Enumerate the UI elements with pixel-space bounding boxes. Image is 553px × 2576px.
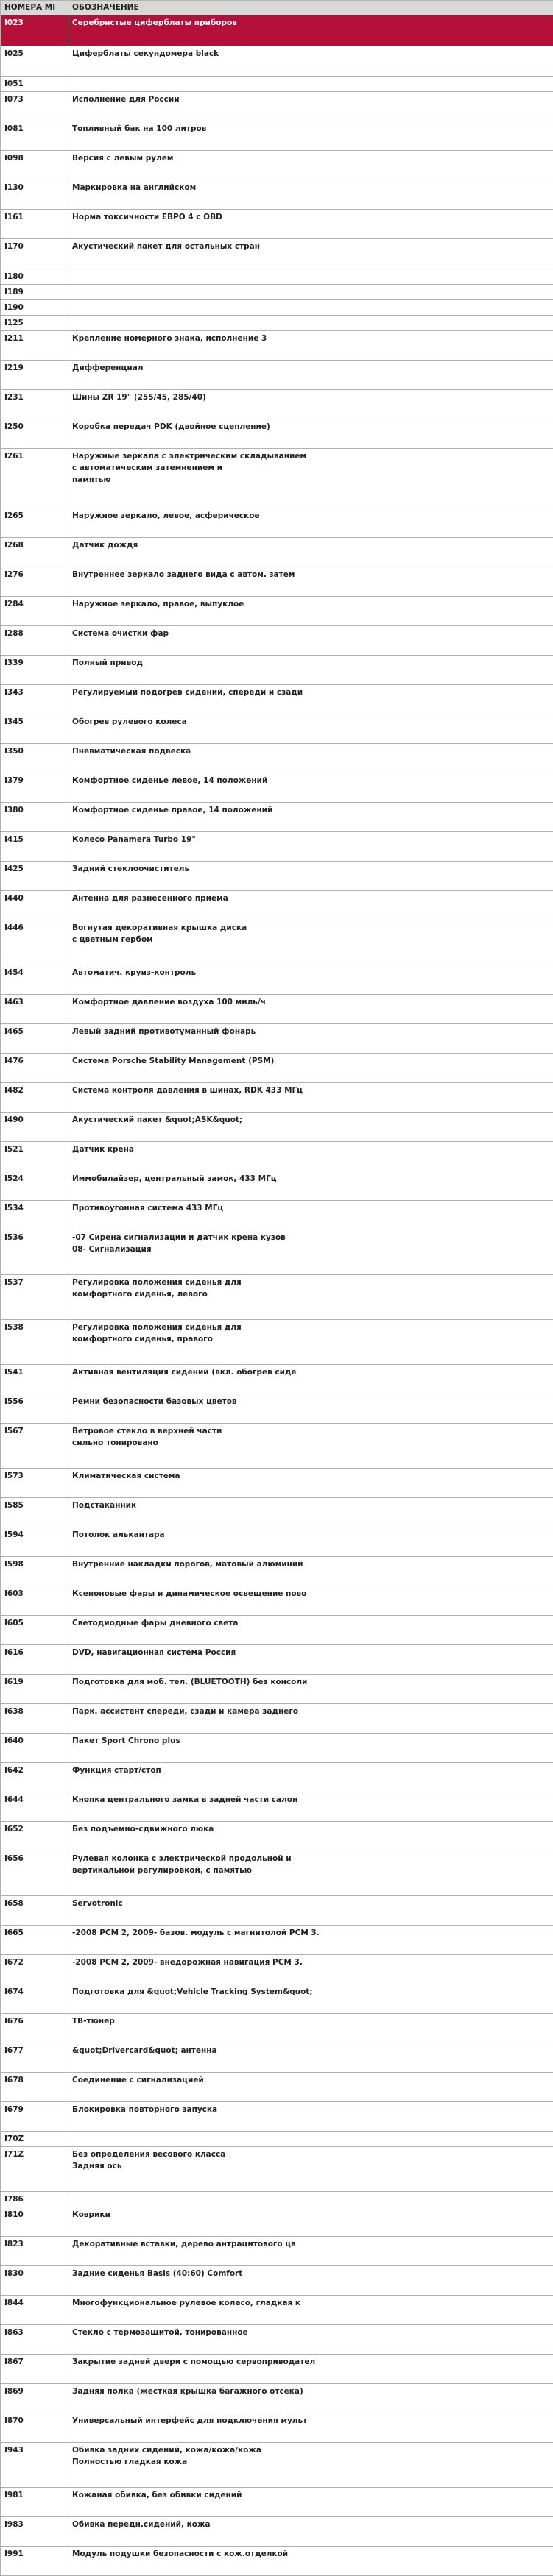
column-header-description: ОБОЗНАЧЕНИЕ [68,1,553,15]
option-description-cell: Подстаканник [68,1498,553,1527]
option-description-cell: Комфортное давление воздуха 100 миль/ч [68,995,553,1024]
option-code-cell: I640 [1,1734,68,1763]
table-row [1,995,553,1024]
option-description-cell: Без определения весового класса Задняя ось [68,2147,553,2192]
option-code-cell: I490 [1,1113,68,1142]
option-description-cell [68,2132,553,2147]
option-code-cell: I598 [1,1557,68,1586]
option-description-cell [68,316,553,331]
option-description-cell: Светодиодные фары дневного света [68,1616,553,1645]
table-row [1,2014,553,2043]
option-description-cell: Пакет Sport Chrono plus [68,1734,553,1763]
option-description-cell: Универсальный интерфейс для подключения мульт [68,2413,553,2443]
table-row [1,449,553,508]
table-row [1,685,553,714]
table-row [1,2413,553,2443]
table-row [1,300,553,316]
table-row [1,390,553,419]
option-description-cell: Регулировка положения сиденья для комфортного сиденья, правого [68,1320,553,1365]
table-row [1,920,553,965]
table-row [1,1142,553,1171]
option-code-cell: I642 [1,1763,68,1792]
table-row [1,2102,553,2132]
option-description-cell: Servotronic [68,1896,553,1926]
option-description-cell: Внутреннее зеркало заднего вида с автом. затем [68,567,553,597]
option-code-cell: I870 [1,2413,68,2443]
table-row [1,1586,553,1616]
option-code-cell: I482 [1,1083,68,1113]
option-code-cell: I638 [1,1704,68,1734]
option-code-cell: I380 [1,803,68,832]
option-code-cell: I343 [1,685,68,714]
table-row [1,419,553,449]
table-row [1,331,553,361]
option-code-cell: I276 [1,567,68,597]
table-row [1,656,553,685]
option-description-cell: Обогрев рулевого колеса [68,714,553,744]
table-row [1,1365,553,1394]
table-row [1,1320,553,1365]
table-row [1,2237,553,2266]
option-code-cell: I619 [1,1675,68,1704]
option-description-cell: Маркировка на английском [68,180,553,210]
table-row [1,773,553,803]
option-code-cell: I71Z [1,2147,68,2192]
option-description-cell: Крепление номерного знака, исполнение 3 [68,331,553,361]
table-row [1,1984,553,2014]
table-row [1,1792,553,1822]
option-code-cell: I652 [1,1822,68,1851]
option-description-cell [68,269,553,285]
option-description-cell: Регулировка положения сиденья для комфортного сиденья, левого [68,1275,553,1320]
option-description-cell: Комфортное сиденье правое, 14 положений [68,803,553,832]
option-code-cell: I465 [1,1024,68,1054]
table-row [1,1763,553,1792]
table-row [1,285,553,300]
option-code-cell: I161 [1,210,68,239]
table-row [1,2355,553,2384]
table-row [1,46,553,77]
table-row [1,1171,553,1201]
option-code-cell: I211 [1,331,68,361]
table-row [1,1675,553,1704]
table-row [1,92,553,121]
option-code-cell: I658 [1,1896,68,1926]
option-description-cell: Парк. ассистент спереди, сзади и камера заднего [68,1704,553,1734]
option-code-cell: I339 [1,656,68,685]
option-description-cell: Задний стеклоочиститель [68,862,553,891]
option-description-cell: Функция старт/стоп [68,1763,553,1792]
option-description-cell: Кнопка центрального замка в задней части салон [68,1792,553,1822]
option-code-cell: I180 [1,269,68,285]
option-code-cell: I098 [1,151,68,180]
option-description-cell: Датчик крена [68,1142,553,1171]
option-description-cell: -2008 PCM 2, 2009- внедорожная навигация PCM 3. [68,1955,553,1984]
option-description-cell: Норма токсичности ЕВРО 4 с OBD [68,210,553,239]
table-row [1,1645,553,1675]
table-row [1,567,553,597]
option-description-cell: Наружные зеркала с электрическим складыванием с автоматическим затемнением и памятью [68,449,553,508]
table-row [1,2147,553,2192]
option-code-cell: I644 [1,1792,68,1822]
table-row [1,1955,553,1984]
option-description-cell: Серебристые циферблаты приборов [68,15,553,46]
option-code-cell: I170 [1,239,68,269]
table-row [1,1201,553,1230]
option-description-cell: Подготовка для моб. тел. (BLUETOOTH) без консоли [68,1675,553,1704]
option-code-cell: I125 [1,316,68,331]
table-row [1,862,553,891]
table-row [1,2325,553,2355]
option-code-cell: I073 [1,92,68,121]
option-code-cell: I541 [1,1365,68,1394]
option-description-cell: Система очистки фар [68,626,553,656]
option-code-cell: I605 [1,1616,68,1645]
option-code-cell: I284 [1,597,68,626]
option-code-cell: I219 [1,361,68,390]
option-code-cell: I350 [1,744,68,773]
option-code-cell: I677 [1,2043,68,2073]
table-header-row [1,1,553,15]
option-description-cell: Стекло с термозащитой, тонированное [68,2325,553,2355]
option-code-cell: I189 [1,285,68,300]
option-description-cell: Дифференциал [68,361,553,390]
option-description-cell: Ветровое стекло в верхней части сильно тонировано [68,1424,553,1469]
table-row [1,15,553,46]
option-code-cell: I524 [1,1171,68,1201]
table-row [1,2043,553,2073]
option-description-cell: Система Porsche Stability Management (PSM) [68,1054,553,1083]
option-description-cell: Без подъемно-сдвижного люка [68,1822,553,1851]
table-row [1,2207,553,2237]
table-row [1,2384,553,2413]
option-code-cell: I537 [1,1275,68,1320]
option-description-cell [68,77,553,92]
option-description-cell: Потолок алькантара [68,1527,553,1557]
option-code-cell: I440 [1,891,68,920]
table-row [1,121,553,151]
option-description-cell: Коврики [68,2207,553,2237]
option-description-cell: Внутренние накладки порогов, матовый алюминий [68,1557,553,1586]
option-description-cell: Исполнение для России [68,92,553,121]
table-row [1,803,553,832]
option-code-cell: I678 [1,2073,68,2102]
option-description-cell: Датчик дождя [68,538,553,567]
table-row [1,210,553,239]
option-description-cell: Активная вентиляция сидений (вкл. обогрев сиде [68,1365,553,1394]
option-code-cell: I536 [1,1230,68,1275]
option-description-cell: Комфортное сиденье левое, 14 положений [68,773,553,803]
option-code-cell: I830 [1,2266,68,2296]
option-code-cell: I665 [1,1926,68,1955]
table-row [1,1230,553,1275]
option-code-cell: I656 [1,1851,68,1896]
option-code-cell: I521 [1,1142,68,1171]
table-row [1,1926,553,1955]
option-code-cell: I415 [1,832,68,862]
table-row [1,1083,553,1113]
option-description-cell: Модуль подушки безопасности с кож.отделкой [68,2547,553,2576]
table-row [1,832,553,862]
option-description-cell: Пневматическая подвеска [68,744,553,773]
option-code-cell: I679 [1,2102,68,2132]
table-row [1,744,553,773]
table-row [1,508,553,538]
option-description-cell: Автоматич. круиз-контроль [68,965,553,995]
option-description-cell: Коробка передач PDK (двойное сцепление) [68,419,553,449]
option-description-cell: Закрытие задней двери с помощью сервоприводател [68,2355,553,2384]
option-code-cell: I616 [1,1645,68,1675]
option-code-cell: I844 [1,2296,68,2325]
option-description-cell: Иммобилайзер, центральный замок, 433 МГц [68,1171,553,1201]
table-row [1,269,553,285]
table-row [1,1024,553,1054]
table-row [1,180,553,210]
option-code-cell: I70Z [1,2132,68,2147]
table-row [1,2132,553,2147]
option-code-cell: I051 [1,77,68,92]
table-row [1,77,553,92]
option-description-cell: Блокировка повторного запуска [68,2102,553,2132]
option-description-cell [68,2192,553,2207]
option-description-cell: Ксеноновые фары и динамическое освещение пово [68,1586,553,1616]
option-description-cell: &quot;Drivercard&quot; антенна [68,2043,553,2073]
table-row [1,1054,553,1083]
table-row [1,597,553,626]
option-code-cell: I250 [1,419,68,449]
table-row [1,1616,553,1645]
option-code-cell: I345 [1,714,68,744]
option-description-cell: Антенна для разнесенного приема [68,891,553,920]
option-description-cell: Наружное зеркало, левое, асферическое [68,508,553,538]
table-row [1,2073,553,2102]
option-code-cell: I425 [1,862,68,891]
table-row [1,1394,553,1424]
option-code-cell: I981 [1,2488,68,2517]
option-code-cell: I823 [1,2237,68,2266]
option-description-cell: Наружное зеркало, правое, выпуклое [68,597,553,626]
option-description-cell: Задние сиденья Basis (40:60) Comfort [68,2266,553,2296]
option-description-cell: Полный привод [68,656,553,685]
option-code-cell: I869 [1,2384,68,2413]
table-row [1,2443,553,2488]
option-code-cell: I081 [1,121,68,151]
option-description-cell: Колесо Panamera Turbo 19" [68,832,553,862]
table-row [1,239,553,269]
table-row [1,1424,553,1469]
option-description-cell: Противоугонная система 433 МГц [68,1201,553,1230]
option-description-cell: Обивка задних сидений, кожа/кожа/кожа Полностью гладкая кожа [68,2443,553,2488]
option-code-cell: I863 [1,2325,68,2355]
option-description-cell: Многофункциональное рулевое колесо, гладкая к [68,2296,553,2325]
option-code-cell: I991 [1,2547,68,2576]
option-description-cell: DVD, навигационная система Россия [68,1645,553,1675]
option-description-cell: Соединение с сигнализацией [68,2073,553,2102]
table-row [1,361,553,390]
table-row [1,1734,553,1763]
option-description-cell: Климатическая система [68,1469,553,1498]
table-row [1,2266,553,2296]
option-code-cell: I786 [1,2192,68,2207]
option-description-cell: Ремни безопасности базовых цветов [68,1394,553,1424]
table-row [1,965,553,995]
option-code-cell: I983 [1,2517,68,2547]
option-code-cell: I534 [1,1201,68,1230]
option-code-cell: I379 [1,773,68,803]
table-row [1,538,553,567]
option-description-cell: Задняя полка (жесткая крышка багажного отсека) [68,2384,553,2413]
option-code-cell: I567 [1,1424,68,1469]
option-description-cell: -2008 PCM 2, 2009- базов. модуль с магнитолой PCM 3. [68,1926,553,1955]
option-code-cell: I476 [1,1054,68,1083]
table-row [1,1527,553,1557]
table-row [1,714,553,744]
option-description-cell: Шины ZR 19" (255/45, 285/40) [68,390,553,419]
option-code-cell: I867 [1,2355,68,2384]
table-row [1,151,553,180]
option-description-cell: Топливный бак на 100 литров [68,121,553,151]
table-row [1,1469,553,1498]
option-code-cell: I268 [1,538,68,567]
option-code-cell: I676 [1,2014,68,2043]
option-description-cell: Регулируемый подогрев сидений, спереди и сзади [68,685,553,714]
option-description-cell: Акустический пакет для остальных стран [68,239,553,269]
option-code-cell: I025 [1,46,68,77]
option-description-cell [68,300,553,316]
option-code-cell: I585 [1,1498,68,1527]
option-description-cell: ТВ-тюнер [68,2014,553,2043]
option-code-cell: I190 [1,300,68,316]
option-description-cell: Система контроля давления в шинах, RDK 433 МГц [68,1083,553,1113]
option-description-cell [68,285,553,300]
table-row [1,891,553,920]
option-code-cell: I538 [1,1320,68,1365]
option-description-cell: Обивка передн.сидений, кожа [68,2517,553,2547]
table-row [1,1113,553,1142]
table-row [1,1557,553,1586]
table-row [1,1498,553,1527]
option-description-cell: Циферблаты секундомера black [68,46,553,77]
table-row [1,2488,553,2517]
option-code-cell: I603 [1,1586,68,1616]
option-code-cell: I446 [1,920,68,965]
option-code-cell: I463 [1,995,68,1024]
table-row [1,2192,553,2207]
option-code-cell: I023 [1,15,68,46]
option-description-cell: Акустический пакет &quot;ASK&quot; [68,1113,553,1142]
option-code-cell: I265 [1,508,68,538]
option-description-cell: Вогнутая декоративная крышка диска с цветным гербом [68,920,553,965]
table-row [1,2547,553,2576]
option-code-cell: I261 [1,449,68,508]
table-body [1,15,553,2576]
option-code-cell: I674 [1,1984,68,2014]
option-code-cell: I288 [1,626,68,656]
option-code-cell: I594 [1,1527,68,1557]
option-description-cell: Рулевая колонка с электрической продольной и вертикальной регулировкой, с памятью [68,1851,553,1896]
option-description-cell: Версия с левым рулем [68,151,553,180]
option-code-cell: I672 [1,1955,68,1984]
table-row [1,1896,553,1926]
table-row [1,2296,553,2325]
option-code-cell: I810 [1,2207,68,2237]
table-row [1,1851,553,1896]
column-header-code: НОМЕРА МІ [1,1,68,15]
option-code-cell: I573 [1,1469,68,1498]
option-code-cell: I130 [1,180,68,210]
option-code-cell: I556 [1,1394,68,1424]
option-description-cell: Подготовка для &quot;Vehicle Tracking System&quot; [68,1984,553,2014]
table-row [1,316,553,331]
table-row [1,1704,553,1734]
option-code-cell: I943 [1,2443,68,2488]
option-code-cell: I231 [1,390,68,419]
table-row [1,2517,553,2547]
option-description-cell: -07 Сирена сигнализации и датчик крена кузов 08- Сигнализация [68,1230,553,1275]
table-row [1,1275,553,1320]
option-description-cell: Кожаная обивка, без обивки сидений [68,2488,553,2517]
option-description-cell: Декоративные вставки, дерево антрацитового цв [68,2237,553,2266]
option-description-cell: Левый задний противотуманный фонарь [68,1024,553,1054]
table-row [1,626,553,656]
table-row [1,1822,553,1851]
option-code-cell: I454 [1,965,68,995]
